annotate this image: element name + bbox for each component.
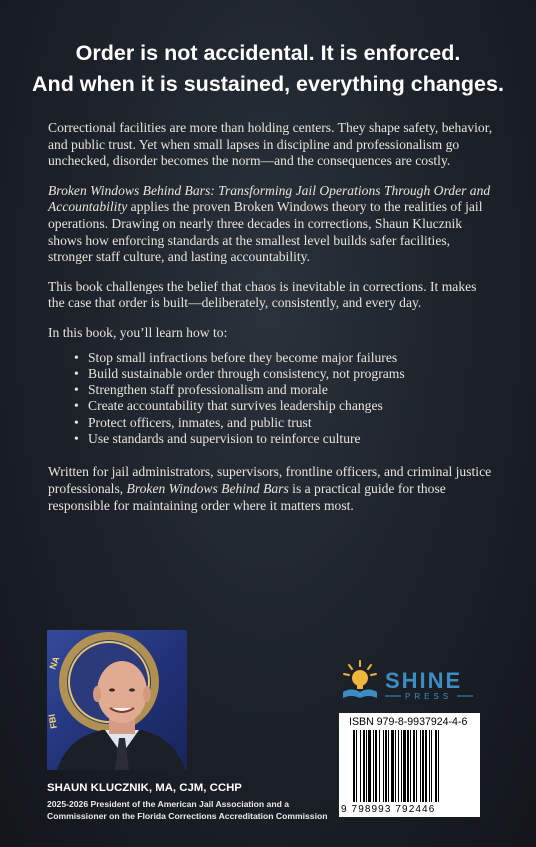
- headline-line-1: Order is not accidental. It is enforced.: [75, 41, 461, 65]
- author-bio-line-1: 2025-2026 President of the American Jail Association and a: [47, 799, 289, 809]
- shine-press-logo-icon: [339, 658, 479, 704]
- description: [48, 120, 494, 527]
- paragraph-intro: Correctional facilities are more than holding centers. They shape safety, behavior, and public trust. Yet when small lapses in discipline and professionalism go unchecked, disorder becomes the norm—and the consequences are costly.: [48, 120, 493, 169]
- publisher-logo: [339, 658, 479, 704]
- paragraph-book-summary: [48, 183, 494, 266]
- closing-title-italic: Broken Windows Behind Bars: [126, 480, 289, 496]
- list-item-text: Strengthen staff professionalism and morale: [88, 382, 328, 398]
- bullet-icon: •: [74, 431, 79, 447]
- svg-text:FBI: FBI: [47, 713, 59, 730]
- list-item-text: Build sustainable order through consistency, not programs: [88, 365, 405, 381]
- list-item: [74, 382, 494, 398]
- barcode-digits: 9 798993 792446: [341, 804, 436, 815]
- bullet-icon: •: [74, 365, 79, 381]
- headline: [0, 38, 536, 100]
- publisher-name: SHINE: [385, 668, 463, 693]
- isbn-label: ISBN 979-8-9937924-4-6: [349, 716, 468, 728]
- bullet-icon: •: [74, 349, 79, 365]
- list-item-text: Use standards and supervision to reinforce culture: [88, 431, 361, 447]
- summary-text: applies the proven Broken Windows theory to the realities of jail operations. Drawing on nearly three decades in corrections, Shaun Klucznik shows how enforcing standards at the smallest level builds safer facilities, stronger staff culture, and lasting accountability.: [48, 199, 483, 265]
- isbn-barcode-box: [339, 713, 480, 817]
- closing-text-end: is a practical guide for those responsible for maintaining order where it matters most.: [48, 480, 446, 513]
- author-portrait-image: [47, 630, 187, 770]
- author-bio-line-2: Commissioner on the Florida Corrections Accreditation Commission: [47, 811, 328, 821]
- paragraph-challenge: This book challenges the belief that chaos is inevitable in corrections. It makes the case that order is built—deliberately, consistently, and every day.: [48, 278, 477, 311]
- author-photo: [47, 630, 187, 770]
- bullet-icon: •: [74, 382, 79, 398]
- list-item: [74, 398, 494, 414]
- bullet-icon: •: [74, 414, 79, 430]
- list-item: [74, 431, 494, 447]
- learn-list: [48, 350, 494, 448]
- list-item: [74, 415, 494, 431]
- list-item: [74, 350, 494, 366]
- list-item-text: Create accountability that survives leadership changes: [88, 398, 383, 414]
- learn-intro: In this book, you’ll learn how to:: [48, 324, 228, 340]
- list-item-text: Protect officers, inmates, and public trust: [88, 414, 312, 430]
- paragraph-closing: [48, 464, 494, 514]
- svg-text:NA: NA: [47, 655, 62, 671]
- publisher-sub: PRESS: [405, 692, 453, 701]
- bullet-icon: •: [74, 398, 79, 414]
- list-item: [74, 366, 494, 382]
- author-bio: [47, 798, 347, 822]
- author-name: SHAUN KLUCZNIK, MA, CJM, CCHP: [47, 782, 242, 794]
- list-item-text: Stop small infractions before they become major failures: [88, 349, 398, 365]
- barcode-icon: [353, 730, 467, 802]
- author-block: [47, 781, 347, 822]
- headline-line-2: And when it is sustained, everything changes.: [32, 72, 504, 96]
- closing-text: Written for jail administrators, supervisors, frontline officers, and criminal justice professionals,: [48, 464, 492, 496]
- book-title-italic: Broken Windows Behind Bars: Transforming Jail Operations Through Order and Accountability: [48, 182, 491, 215]
